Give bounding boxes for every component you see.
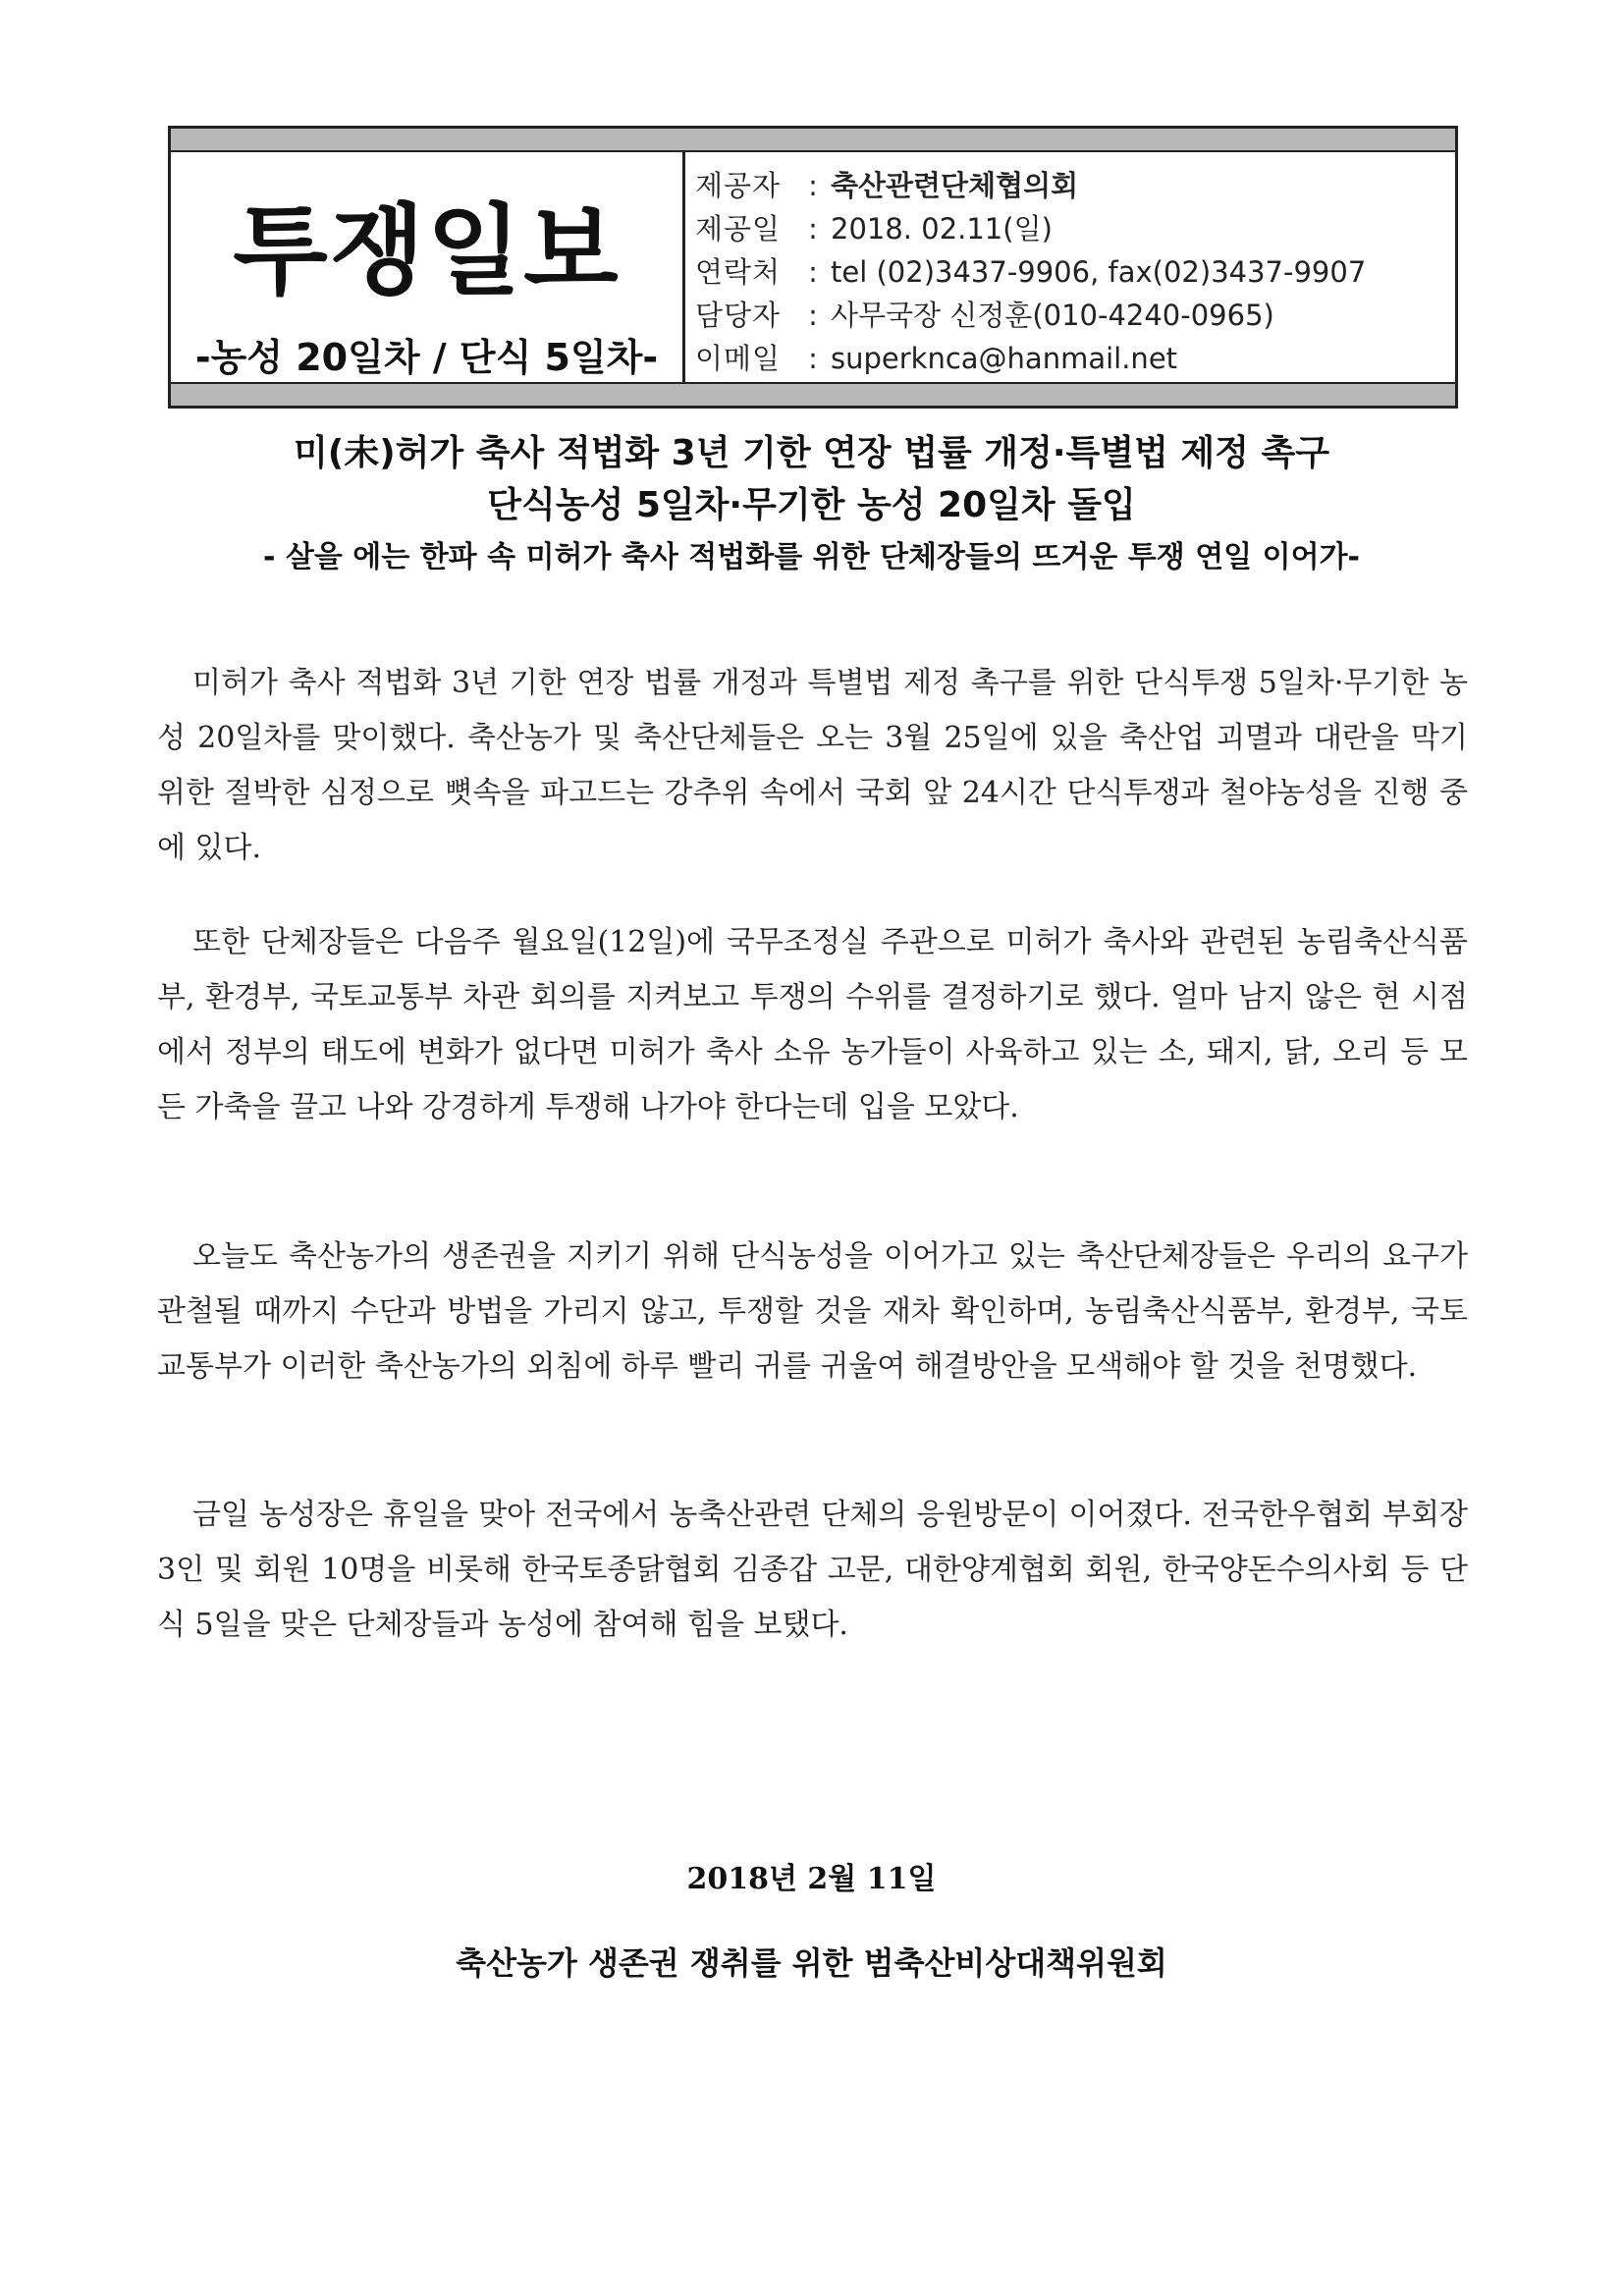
info-row-provider (695, 164, 1078, 207)
body-paragraph: 오늘도 축산농가의 생존권을 지키기 위해 단식농성을 이어가고 있는 축산단체장들은 우리의 요구가 관철될 때까지 수단과 방법을 가리지 않고, 투쟁할 것을 재차 확인하며, 농림축산식품부, 환경부, 국토교통부가 이러한 축산농가의 외침에 하루 빨리 귀를 귀울여 해결방안을 모색해야 할 것을 천명했다. (157, 1239, 1468, 1384)
info-separator: : (808, 212, 818, 246)
info-separator: : (808, 255, 818, 289)
info-row-email (695, 337, 1177, 380)
info-label: 이메일 (695, 342, 782, 375)
body-paragraph: 또한 단체장들은 다음주 월요일(12일)에 국무조정실 주관으로 미허가 축사와 관련된 농림축산식품부, 환경부, 국토교통부 차관 회의를 지켜보고 투쟁의 수위를 결정하기로 했다. 얼마 남지 않은 현 시점에서 정부의 태도에 변화가 없다면 미허가 축사 소유 농가들이 사육하고 있는 소, 돼지, 닭, 오리 등 모든 가축을 끌고 나와 강경하게 투쟁해 나가야 한다는데 입을 모았다. (157, 925, 1468, 1124)
header-info-panel (685, 150, 1455, 386)
info-separator: : (808, 342, 818, 375)
header-top-bar (171, 129, 1455, 152)
header-bottom-bar (171, 382, 1455, 406)
info-label: 제공일 (695, 212, 782, 246)
headline-main: 미(未)허가 축사 적법화 3년 기한 연장 법률 개정·특별법 제정 촉구 (293, 433, 1330, 473)
header-title-panel (171, 150, 685, 386)
info-label: 제공자 (695, 169, 782, 202)
info-value: 사무국장 신정훈(010-4240-0965) (831, 299, 1274, 332)
info-value: 2018. 02.11(일) (831, 212, 1053, 246)
body-paragraph: 미허가 축사 적법화 3년 기한 연장 법률 개정과 특별법 제정 촉구를 위한 단식투쟁 5일차·무기한 농성 20일차를 맞이했다. 축산농가 및 축산단체들은 오는 3월 25일에 있을 축산업 괴멸과 대란을 막기 위한 절박한 심정으로 뼛속을 파고드는 강추위 속에서 국회 앞 24시간 단식투쟁과 철야농성을 진행 중에 있다. (157, 666, 1468, 865)
info-separator: : (808, 169, 818, 202)
info-label: 담당자 (695, 299, 782, 332)
headline-summary: - 살을 에는 한파 속 미허가 축사 적법화를 위한 단체장들의 뜨거운 투쟁 연일 이어가- (262, 540, 1361, 574)
paper-title: 투쟁일보 (233, 193, 621, 308)
info-value: 축산관련단체협의회 (831, 169, 1079, 202)
info-label: 연락처 (695, 255, 782, 289)
paper-subtitle: -농성 20일차 / 단식 5일차- (194, 336, 659, 379)
body-paragraph: 금일 농성장은 휴일을 맞아 전국에서 농축산관련 단체의 응원방문이 이어졌다. 전국한우협회 부회장 3인 및 회원 10명을 비롯해 한국토종닭협회 김종갑 고문, 대한양계협회 회원, 한국양돈수의사회 등 단식 5일을 맞은 단체장들과 농성에 참여해 힘을 보탰다. (157, 1498, 1468, 1642)
info-separator: : (808, 299, 818, 332)
info-value: tel (02)3437-9906, fax(02)3437-9907 (831, 255, 1367, 289)
info-row-manager (695, 294, 1274, 337)
footer-organization: 축산농가 생존권 쟁취를 위한 범축산비상대책위원회 (456, 1944, 1167, 1982)
header-box (168, 126, 1458, 409)
headline-sub: 단식농성 5일차·무기한 농성 20일차 돌입 (487, 485, 1136, 525)
info-row-date (695, 207, 1053, 250)
info-value: superknca@hanmail.net (831, 342, 1178, 375)
footer-date: 2018년 2월 11일 (686, 1862, 937, 1896)
info-row-contact (695, 250, 1366, 294)
